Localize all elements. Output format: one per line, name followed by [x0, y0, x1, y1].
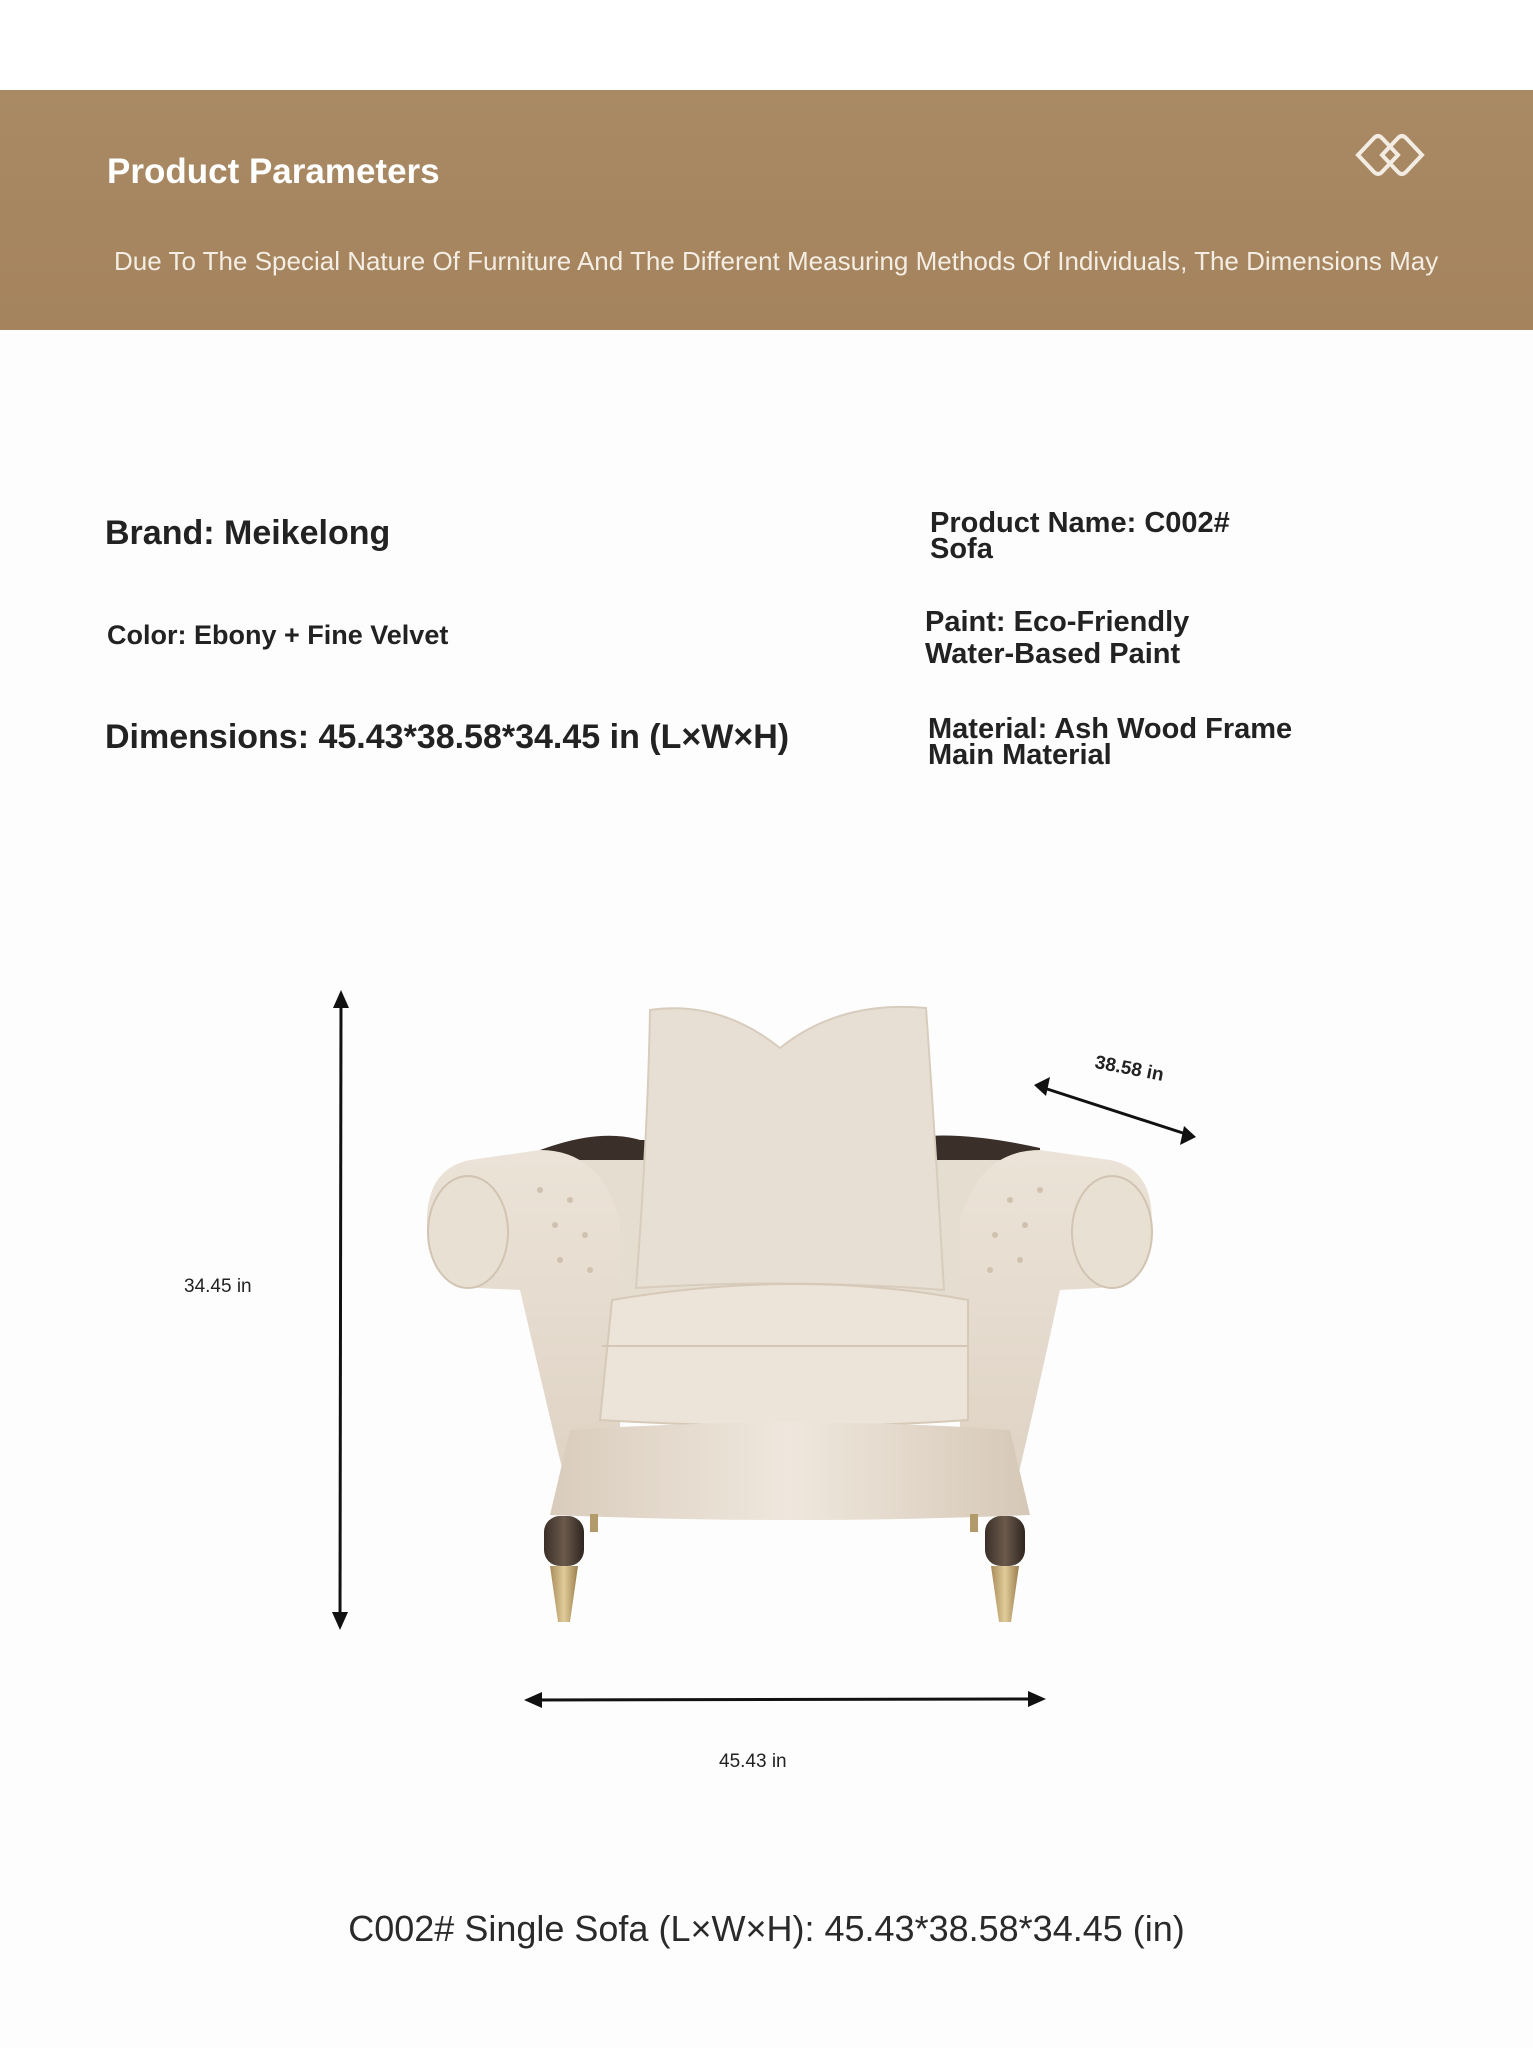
height-arrow	[332, 990, 349, 1630]
armchair-image	[427, 1007, 1152, 1622]
paint-text: Paint: Eco-Friendly Water-Based Paint	[925, 606, 1190, 670]
width-arrow	[1034, 1077, 1196, 1145]
length-label: 45.43 in	[719, 1751, 787, 1772]
material-text: Material: Ash Wood Frame Main Material	[928, 713, 1293, 771]
product-name-text: Product Name: C002# Sofa	[930, 507, 1230, 565]
brand-text: Brand: Meikelong	[105, 514, 391, 552]
dimension-disclaimer: Due To The Special Nature Of Furniture And The Different Measuring Methods Of Individuals, The Dimensions May	[114, 246, 1439, 276]
dimensions-text: Dimensions: 45.43*38.58*34.45 in (L×W×H)	[105, 718, 790, 756]
length-arrow	[524, 1691, 1046, 1708]
page-title: Product Parameters	[107, 152, 440, 191]
height-label: 34.45 in	[184, 1276, 252, 1297]
width-label: 38.58 in	[1092, 1052, 1166, 1086]
product-caption: C002# Single Sofa (L×W×H): 45.43*38.58*34.45 (in)	[348, 1908, 1185, 1949]
color-text: Color: Ebony + Fine Velvet	[107, 620, 449, 650]
